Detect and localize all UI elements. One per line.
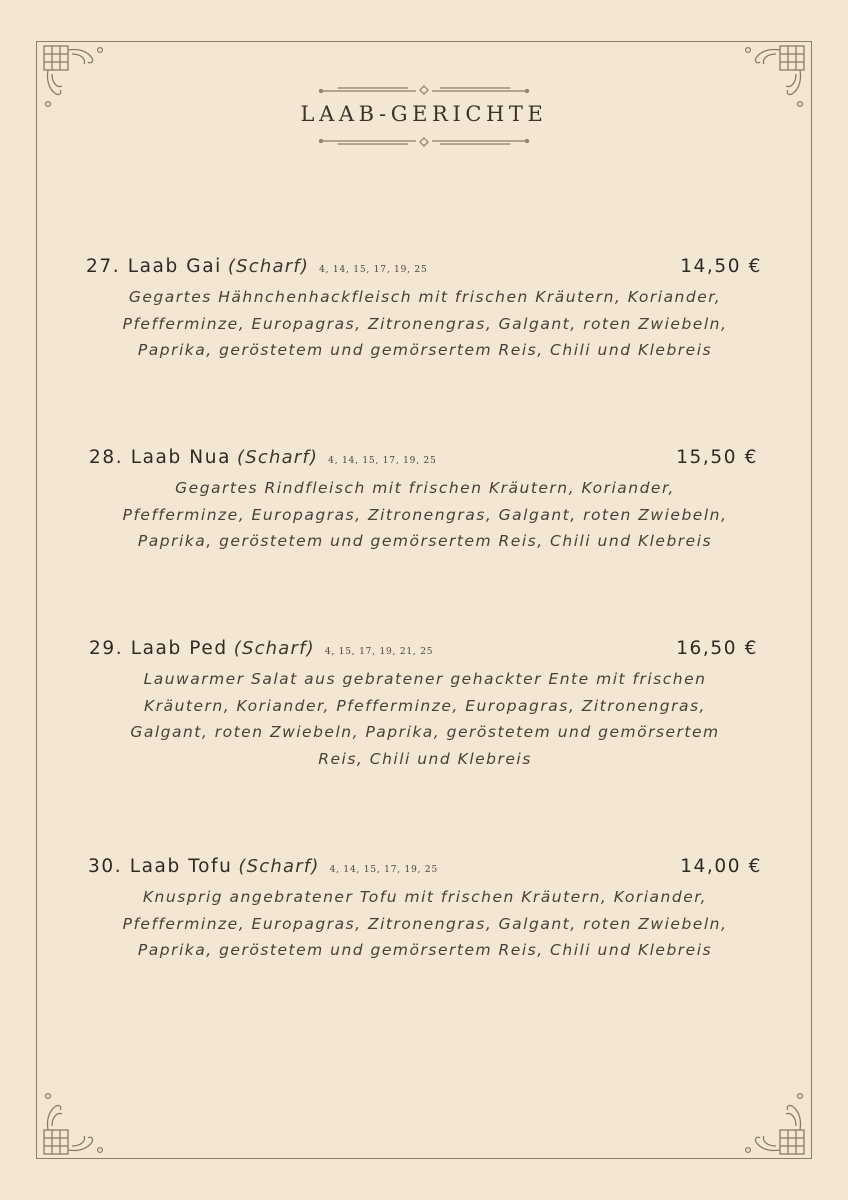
corner-ornament-top-left (42, 44, 104, 110)
menu-item-description (80, 284, 770, 364)
menu-item-price: 16,50 € (676, 638, 758, 659)
page-title: LAAB-GERICHTE (300, 102, 548, 126)
page-border-frame (36, 41, 812, 1159)
menu-item-name-wrap (86, 256, 427, 277)
corner-ornament-top-right (744, 44, 806, 110)
menu-item-price: 14,50 € (680, 256, 762, 277)
description-line: Paprika, geröstetem und gemörsertem Reis, Chili und Klebreis (137, 532, 713, 551)
menu-item-price: 15,50 € (676, 447, 758, 468)
menu-item-description (80, 666, 770, 773)
allergen-codes: 4, 14, 15, 17, 19, 25 (328, 456, 437, 466)
menu-item (80, 447, 770, 555)
menu-item-price: 14,00 € (680, 856, 762, 877)
allergen-codes: 4, 14, 15, 17, 19, 25 (319, 265, 428, 275)
spicy-label: (Scharf) (238, 856, 320, 877)
menu-item-description (80, 884, 770, 964)
menu-item-name-wrap (89, 638, 433, 659)
corner-ornament-bottom-left (42, 1090, 104, 1156)
spicy-label: (Scharf) (237, 447, 319, 468)
description-line: Gegartes Hähnchenhackfleisch mit frischen Kräutern, Koriander, (128, 288, 722, 306)
title-rule-bottom (318, 136, 530, 150)
menu-item-name: 29. Laab Ped (89, 638, 228, 659)
description-line: Pfefferminze, Europagras, Zitronengras, Galgant, roten Zwiebeln, (122, 505, 728, 524)
description-line: Paprika, geröstetem und gemörsertem Reis, Chili und Klebreis (137, 941, 713, 960)
allergen-codes: 4, 15, 17, 19, 21, 25 (324, 647, 434, 657)
description-line: Kräutern, Koriander, Pfefferminze, Europagras, Zitronengras, (144, 696, 706, 715)
spicy-label: (Scharf) (233, 638, 315, 659)
description-line: Reis, Chili und Klebreis (318, 750, 532, 769)
menu-item-description (80, 475, 770, 555)
menu-item-name: 28. Laab Nua (89, 447, 232, 468)
menu-item-header (80, 447, 770, 475)
description-line: Knusprig angebratener Tofu mit frischen Kräutern, Koriander, (142, 888, 708, 906)
corner-ornament-bottom-right (744, 1090, 806, 1156)
description-line: Pfefferminze, Europagras, Zitronengras, Galgant, roten Zwiebeln, (122, 914, 728, 933)
menu-item (80, 256, 770, 364)
menu-item (80, 856, 770, 964)
menu-item-name-wrap (89, 447, 437, 468)
allergen-codes: 4, 14, 15, 17, 19, 25 (329, 865, 438, 875)
menu-item-name-wrap (88, 856, 438, 877)
description-line: Pfefferminze, Europagras, Zitronengras, Galgant, roten Zwiebeln, (122, 314, 728, 333)
description-line: Gegartes Rindfleisch mit frischen Kräutern, Koriander, (175, 479, 675, 497)
menu-item-header (80, 256, 770, 284)
description-line: Lauwarmer Salat aus gebratener gehackter Ente mit frischen (143, 670, 707, 688)
menu-item-header (80, 856, 770, 884)
menu-item-name: 30. Laab Tofu (88, 856, 233, 877)
description-line: Paprika, geröstetem und gemörsertem Reis, Chili und Klebreis (137, 341, 713, 360)
menu-item (80, 638, 770, 773)
menu-item-name: 27. Laab Gai (86, 256, 222, 277)
title-rule-top (318, 82, 530, 96)
spicy-label: (Scharf) (227, 256, 310, 277)
menu-item-header (80, 638, 770, 666)
description-line: Galgant, roten Zwiebeln, Paprika, geröstetem und gemörsertem (130, 723, 720, 742)
